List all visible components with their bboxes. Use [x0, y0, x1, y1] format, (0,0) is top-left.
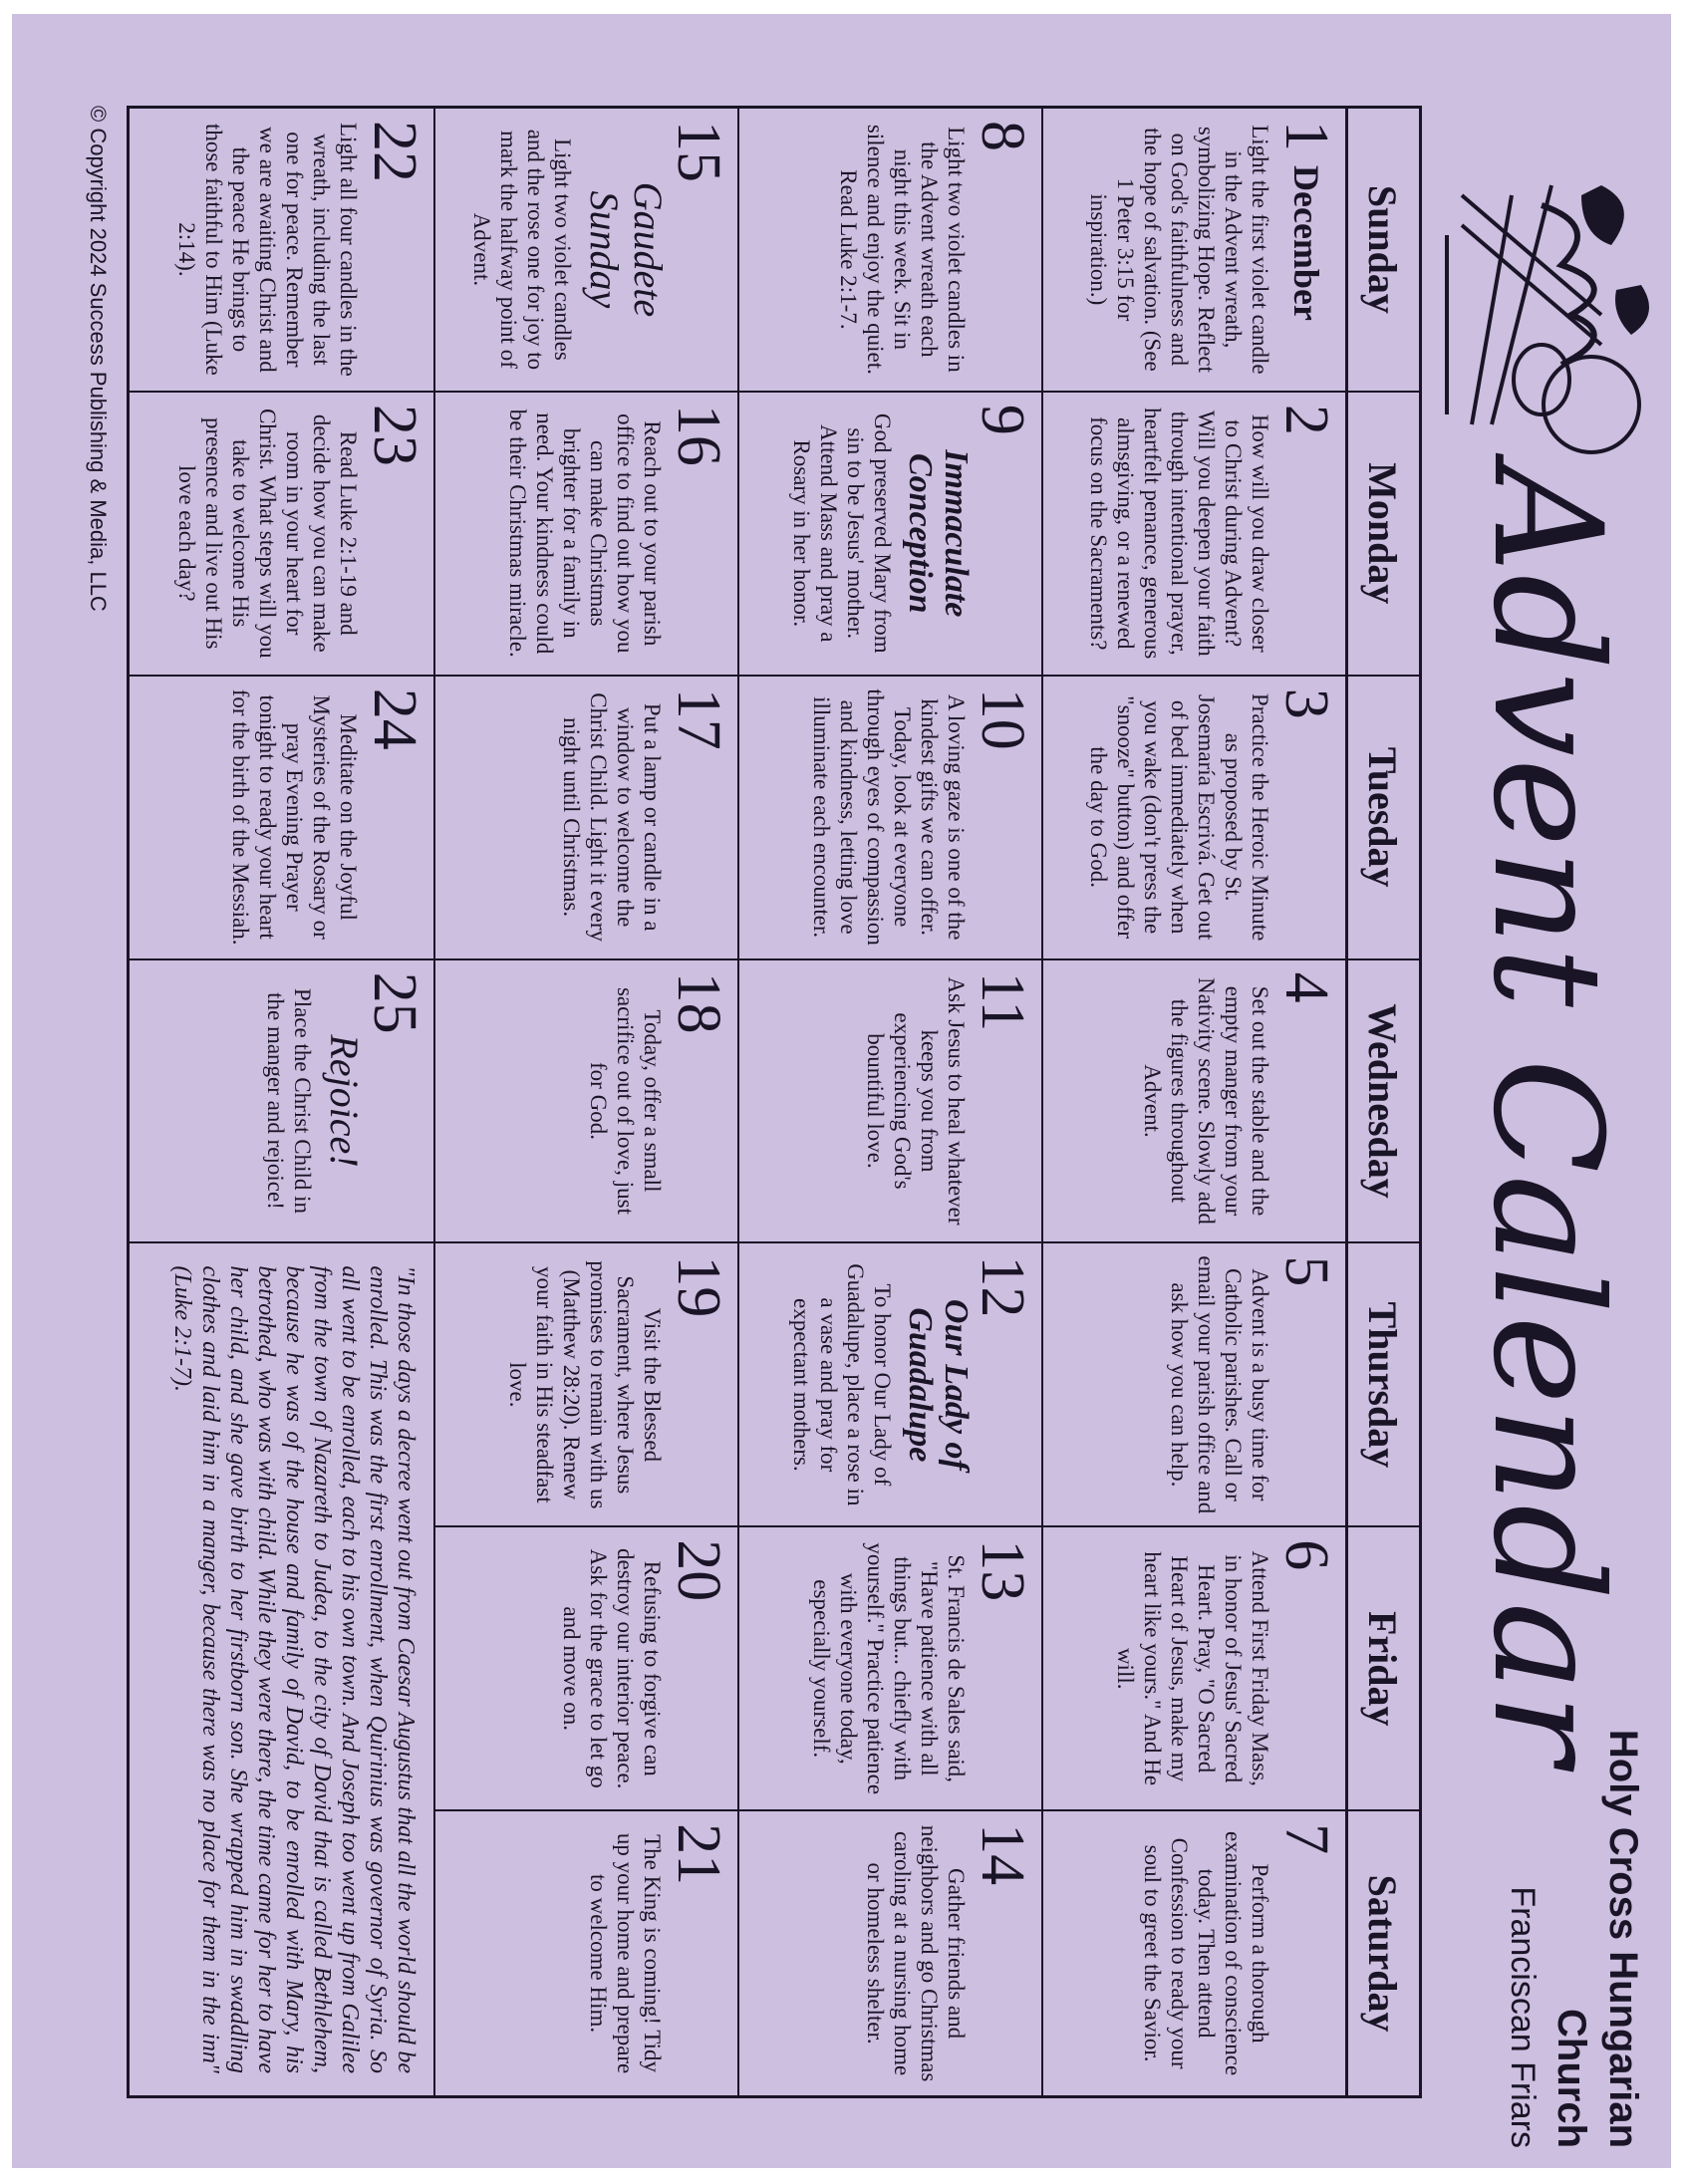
day-number: 9 — [969, 404, 1036, 435]
calendar-day — [737, 109, 1041, 393]
day-number: 22 — [361, 121, 428, 182]
day-number: 20 — [665, 1539, 732, 1602]
calendar-day — [1041, 109, 1345, 393]
day-number: 14 — [969, 1823, 1036, 1886]
calendar-grid — [127, 106, 1422, 2098]
day-text: Light two violet candles and the rose one for joy to mark the halfway point of Advent. — [469, 129, 575, 371]
day-number: 6 — [1272, 1539, 1340, 1571]
day-text: Light all four candles in the wreath, including the last one for peace. Remember we are awaiting Christ and the peace He brings to those faithful to Him (Luke 2:14). — [174, 123, 361, 377]
month-label: December — [1286, 165, 1326, 321]
calendar-day — [737, 677, 1041, 960]
church-header — [1500, 1630, 1649, 2148]
day-text: Place the Christ Child in the manger and rejoice! — [263, 987, 315, 1215]
copyright-notice: © Copyright 2024 Success Publishing & Media, LLC — [86, 106, 111, 612]
day-text: How will you draw closer to Christ during Advent? Will you deepen your faith through intentional prayer, heartfelt penance, generous almsgiving, or a renewed focus on the Sacraments? — [1086, 408, 1272, 660]
day-header-thursday: Thursday — [1345, 1243, 1419, 1527]
day-header-friday: Friday — [1345, 1527, 1419, 1811]
page-title: Advent Calendar — [1460, 464, 1633, 1768]
day-text: Set out the stable and the empty manger from your Nativity scene. Slowly add the figures throughout Advent. — [1140, 977, 1272, 1225]
calendar-day — [433, 393, 737, 677]
day-number: 24 — [361, 687, 428, 750]
calendar-day — [433, 960, 737, 1244]
day-number: 15 — [665, 121, 732, 182]
feast-title: Immaculate Conception — [902, 449, 975, 618]
day-text: Ask Jesus to heal whatever keeps you from experiencing God's bountiful love. — [863, 976, 969, 1226]
day-number: 4 — [1272, 971, 1340, 1003]
church-subtitle: Franciscan Friars — [1504, 1886, 1542, 2148]
day-number: 8 — [969, 121, 1036, 151]
day-header-sunday: Sunday — [1345, 109, 1419, 393]
day-number: 12 — [969, 1255, 1036, 1318]
day-number: 2 — [1272, 404, 1340, 435]
day-text: The King is coming! Tidy up your home and prepare to welcome Him. — [586, 1832, 665, 2074]
day-header-wednesday: Wednesday — [1345, 960, 1419, 1244]
day-text: Advent is a busy time for Catholic parishes. Call or email your parish office and ask how you can help. — [1167, 1255, 1272, 1514]
day-text: Put a lamp or candle in a window to welcome the Christ Child. Light it every night until Christmas. — [559, 692, 665, 943]
day-text: Light two violet candles in the Advent wreath each night this week. Sit in silence and enjoy the quiet. Read Luke 2:1-7. — [836, 124, 969, 375]
calendar-day — [737, 1527, 1041, 1811]
day-text: St. Francis de Sales said, "Have patience with all things but... chiefly with yourself." Practice patience with everyone today, especially yourself. — [809, 1542, 969, 1795]
day-number: 25 — [361, 971, 428, 1034]
day-number: 18 — [665, 971, 732, 1034]
day-text: Visit the Blessed Sacrament, where Jesus promises to remain with us (Matthew 28:20). Renew your faith in His steadfast love. — [505, 1260, 665, 1509]
calendar-day — [1041, 1811, 1345, 2095]
calendar-day — [1041, 677, 1345, 960]
day-text: Attend First Friday Mass, in honor of Jesus' Sacred Heart. Pray, "O Sacred Heart of Jesus, make my heart like yours." And He will. — [1113, 1550, 1272, 1786]
day-number: 10 — [969, 687, 1036, 750]
calendar-day — [737, 960, 1041, 1244]
calendar-day — [737, 393, 1041, 677]
landscape-canvas — [35, 26, 1679, 2168]
calendar-day — [433, 677, 737, 960]
day-text: A loving gaze is one of the kindest gifts we can offer. Today, look at everyone through eyes of compassion and kindness, letting love illuminate each encounter. — [809, 688, 969, 946]
calendar-day — [433, 1527, 737, 1811]
manger-illustration-icon — [1430, 165, 1661, 464]
day-text: Read Luke 2:1-19 and decide how you can make room in your heart for Christ. What steps will you take to welcome His presence and live out His love each day? — [174, 408, 361, 659]
day-number: 3 — [1272, 687, 1340, 719]
feast-title: Our Lady of Guadalupe — [902, 1298, 975, 1471]
calendar-day — [433, 109, 737, 393]
calendar-day — [433, 1243, 737, 1527]
day-text: Today, offer a small sacrifice out of love, just for God. — [586, 986, 665, 1215]
calendar-day — [130, 960, 433, 1244]
day-text: Perform a thorough examination of conscience today. Then attend Confession to ready your soul to greet the Savior. — [1140, 1830, 1272, 2076]
day-header-monday: Monday — [1345, 393, 1419, 677]
day-number: 16 — [665, 404, 732, 466]
day-header-tuesday: Tuesday — [1345, 677, 1419, 960]
day-text: Gather friends and neighbors and go Christmas caroling at a nursing home or homeless shelter. — [863, 1824, 969, 2082]
day-header-saturday: Saturday — [1345, 1811, 1419, 2095]
day-text: To honor Our Lady of Guadalupe, place a rose in a vase and pray for expectant mothers. — [789, 1263, 895, 1506]
calendar-day — [130, 677, 433, 960]
day-number: 11 — [969, 971, 1036, 1032]
day-text: God preserved Mary from sin to be Jesus' mother. Attend Mass and pray a Rosary in her honor. — [789, 412, 895, 654]
day-number: 19 — [665, 1255, 732, 1318]
feast-title: Rejoice! — [322, 1034, 367, 1168]
day-number: 1 — [1272, 121, 1340, 151]
calendar-day — [433, 1811, 737, 2095]
day-text: Light the first violet candle in the Advent wreath, symbolizing Hope. Reflect on God's faithfulness and the hope of salvation. (See 1 Peter 3:15 for inspiration.) — [1086, 125, 1272, 375]
calendar-day — [1041, 1243, 1345, 1527]
calendar-day — [130, 393, 433, 677]
day-number: 7 — [1272, 1823, 1340, 1855]
day-text: Meditate on the Joyful Mysteries of the Rosary or pray Evening Prayer tonight to ready your heart for the birth of the Messiah. — [228, 688, 361, 946]
calendar-day — [130, 109, 433, 393]
calendar-sheet — [12, 14, 1671, 2168]
day-number: 5 — [1272, 1255, 1340, 1287]
calendar-day — [737, 1811, 1041, 2095]
calendar-day — [1041, 960, 1345, 1244]
day-number: 23 — [361, 404, 428, 466]
calendar-day — [1041, 393, 1345, 677]
calendar-day — [737, 1243, 1041, 1527]
day-text: Refusing to forgive can destroy our interior peace. Ask for the grace to let go and move on. — [559, 1548, 665, 1789]
scripture-quote: "In those days a decree went out from Caesar Augustus that all the world should be enrolled. This was the first enrollment, when Quirinius was governor of Syria. So all went to be enrolled, each to his own town. And Joseph too went up from Galilee from the town of Nazareth to Judea, to the city of David that is called Bethlehem, because he was of the house and family of David, to be enrolled with Mary, his betrothed, who was with child. While they were there, the time came for her to have her child, and she gave birth to her firstborn son. She wrapped him in swaddling clothes and laid him in a manger, because there was no place for them in the inn" (Luke 2:1-7). — [169, 1265, 419, 2073]
day-number: 21 — [665, 1823, 732, 1886]
day-number: 13 — [969, 1539, 1036, 1602]
church-name: Holy Cross Hungarian Church — [1549, 1729, 1645, 2148]
day-text: Practice the Heroic Minute as proposed by St. Josemaría Escrivá. Get out of bed immediately when you wake (don't press the "snooze" button) and offer the day to God. — [1086, 692, 1272, 942]
feast-title: Gaudete Sunday — [582, 181, 671, 318]
calendar-day — [1041, 1527, 1345, 1811]
day-text: Reach out to your parish office to find out how you can make Christmas brighter for a family in need. Your kindness could be their Christmas miracle. — [505, 409, 665, 658]
day-number: 17 — [665, 687, 732, 750]
